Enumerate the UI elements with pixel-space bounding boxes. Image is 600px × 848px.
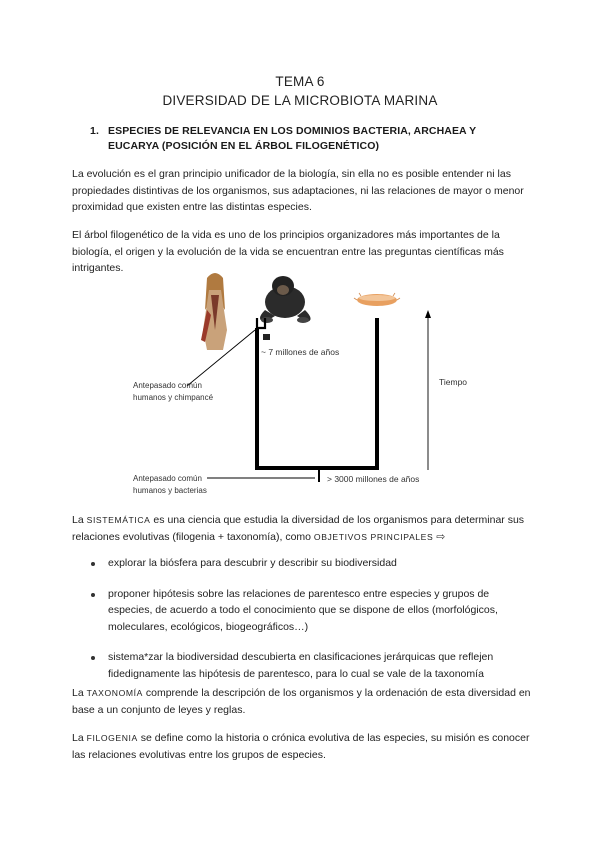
small-figure-icon: [263, 334, 270, 340]
topic-subtitle: DIVERSIDAD DE LA MICROBIOTA MARINA: [162, 93, 438, 108]
label-ancestor-human-chimp-line1: Antepasado común: [133, 381, 202, 390]
section-heading: [90, 124, 520, 154]
paragraph-filogenia: [72, 730, 532, 763]
label-ancestor-human-chimp-line2: humanos y chimpancé: [133, 393, 214, 402]
objective-text: explorar la biósfera para descubrir y describir su biodiversidad: [108, 557, 397, 569]
paragraph-tree-of-life: El árbol filogenético de la vida es uno de los principios organizadores más importantes de la biología, el origen y la evolución de la vida se encuentran entre las preguntas científicas más intrigantes.: [72, 229, 504, 274]
sistematica-prefix: La: [72, 514, 87, 526]
chimpanzee-illustration: [260, 276, 311, 323]
section-number: 1.: [90, 125, 99, 137]
list-item: [72, 586, 532, 636]
human-figure-illustration: [201, 273, 227, 350]
bullet-icon: [91, 562, 95, 566]
objectives-label: OBJETIVOS PRINCIPALES: [313, 531, 434, 542]
paragraph-evolution: La evolución es el gran principio unificador de la biología, sin ella no es posible entender ni las propiedades distintivas de los organismos, sus adaptaciones, ni las relaciones de mayor o menor proximidad que existen entre las distintas especies.: [72, 168, 524, 213]
tree-branches: [257, 318, 377, 482]
taxonomia-term: TAXONOMÍA: [86, 688, 143, 698]
topic-title: TEMA 6: [275, 74, 325, 89]
section-heading-text: ESPECIES DE RELEVANCIA EN LOS DOMINIOS BACTERIA, ARCHAEA Y EUCARYA (POSICIÓN EN EL ÁRBOL FILOGENÉTICO): [108, 125, 477, 152]
bullet-icon: [91, 656, 95, 660]
filogenia-term: FILOGENIA: [86, 733, 138, 743]
bacterium-illustration: [354, 293, 400, 306]
paragraph-taxonomia: [72, 685, 532, 718]
time-arrow: [425, 310, 431, 470]
title-block: [0, 72, 600, 110]
filogenia-prefix: La: [72, 732, 87, 744]
label-bacteria-time: > 3000 millones de años: [327, 474, 420, 484]
objective-text: sistema*zar la biodiversidad descubierta en clasificaciones jerárquicas que reflejen fidedignamente las hipótesis de parentesco, para lo cual se vale de la taxonomía: [108, 651, 494, 680]
label-time-axis: Tiempo: [439, 377, 468, 387]
phylogenetic-tree-figure: [115, 270, 495, 500]
label-ancestor-human-bacteria-line1: Antepasado común: [133, 474, 202, 483]
filogenia-text: se define como la historia o crónica evolutiva de las especies, su misión es conocer las relaciones evolutivas entre los grupos de especies.: [72, 732, 530, 761]
sistematica-term: SISTEMÁTICA: [86, 515, 151, 525]
label-ancestor-human-bacteria-line2: humanos y bacterias: [133, 486, 207, 495]
objective-text: proponer hipótesis sobre las relaciones de parentesco entre especies y grupos de especies, de acuerdo a todo el conocimiento que se dispone de ellos (morfológicos, moleculares, ecológicos, biogeográficos…): [108, 587, 498, 633]
paragraph-sistematica: [72, 512, 532, 545]
taxonomia-prefix: La: [72, 687, 87, 699]
bullet-icon: [91, 593, 95, 597]
objectives-list: [72, 555, 532, 694]
sistematica-text: es una ciencia que estudia la diversidad de los organismos para determinar sus relaciones evolutivas (filogenia + taxonomía), como: [72, 514, 525, 543]
objectives-arrow: ⇨: [433, 530, 446, 543]
list-item: [72, 555, 532, 572]
label-human-chimp-time: ~ 7 millones de años: [261, 347, 340, 357]
taxonomia-text: comprende la descripción de los organismos y la ordenación de esta diversidad en base a un conjunto de leyes y reglas.: [72, 687, 531, 716]
list-item: [72, 649, 532, 682]
